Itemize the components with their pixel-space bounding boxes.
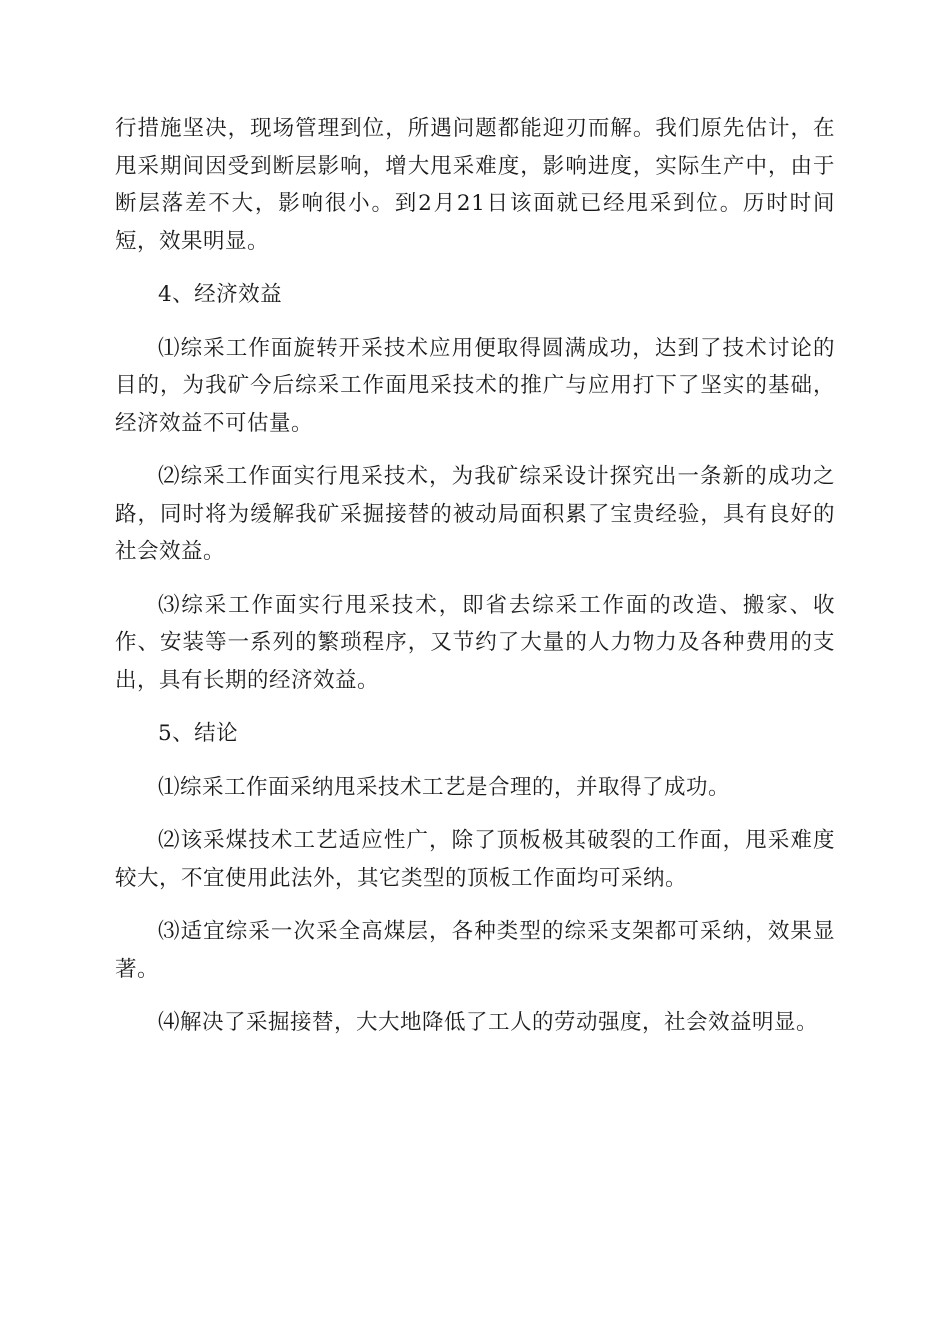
paragraph-conclusion-4: ⑷解决了采掘接替，大大地降低了工人的劳动强度，社会效益明显。: [158, 1010, 819, 1035]
paragraph-conclusion-1: ⑴综采工作面采纳甩采技术工艺是合理的，并取得了成功。: [158, 774, 731, 800]
document-body: [115, 110, 835, 1042]
paragraph-benefit-2: ⑵综采工作面实行甩采技术，为我矿综采设计探究出一条新的成功之路，同时将为缓解我矿采掘接替的被动局面积累了宝贵经验，具有良好的社会效益。: [115, 464, 835, 564]
paragraph-conclusion-3: ⑶适宜综采一次采全高煤层，各种类型的综采支架都可采纳，效果显著。: [115, 919, 835, 982]
paragraph-conclusion-2: ⑵该采煤技术工艺适应性广，除了顶板极其破裂的工作面，甩采难度较大，不宜使用此法外，其它类型的顶板工作面均可采纳。: [115, 828, 835, 891]
paragraph-benefit-3: ⑶综采工作面实行甩采技术，即省去综采工作面的改造、搬家、收作、安装等一系列的繁琐程序，又节约了大量的人力物力及各种费用的支出，具有长期的经济效益。: [115, 592, 835, 693]
section-heading-economic-benefits: 4、经济效益: [158, 282, 283, 307]
paragraph-continuation: 行措施坚决，现场管理到位，所遇问题都能迎刃而解。我们原先估计，在甩采期间因受到断层影响，增大甩采难度，影响进度，实际生产中，由于断层落差不大，影响很小。到2月21日该面就已经甩采到位。历时时间短，效果明显。: [115, 116, 835, 254]
paragraph-benefit-1: ⑴综采工作面旋转开采技术应用便取得圆满成功，达到了技术讨论的目的，为我矿今后综采工作面甩采技术的推广与应用打下了坚实的基础，经济效益不可估量。: [115, 335, 835, 436]
section-heading-conclusion: 5、结论: [158, 721, 239, 746]
